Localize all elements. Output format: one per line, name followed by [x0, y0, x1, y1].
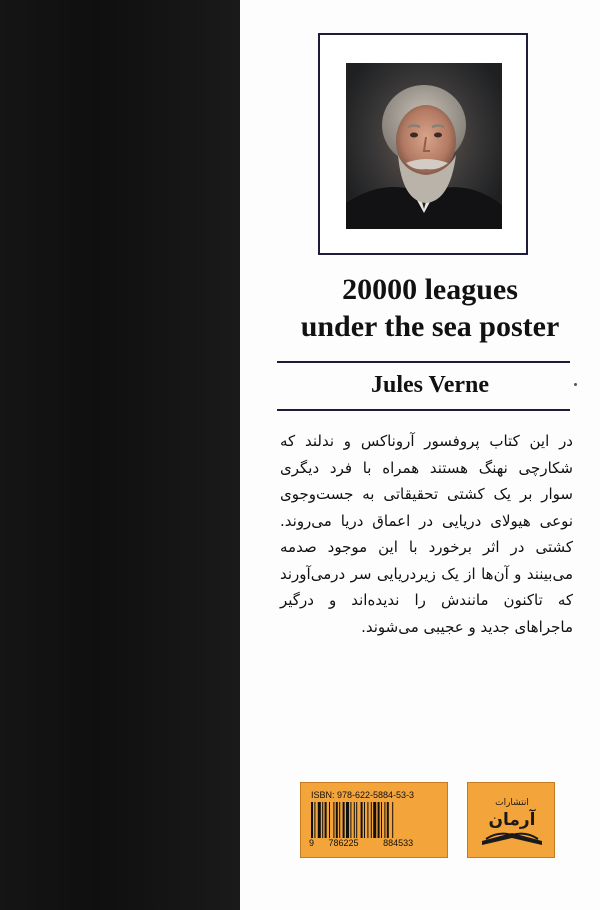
barcode-digits-last: 884533	[383, 838, 414, 848]
book-title-line-2: under the sea poster	[300, 310, 560, 343]
author-portrait-frame	[318, 33, 528, 255]
book-description: در این کتاب پروفسور آروناکس و ندلند که شکارچی نهنگ هستند همراه با فرد دیگری سوار بر یک کشتی تحقیقاتی به جست‌وجوی نوعی هیولای دریایی در اعماق دریا می‌روند. کشتی در اثر برخورد با این موجود صدمه می‌بینند و آن‌ها از یک زیردریایی سر درمی‌آورند که تاکنون مانندش را ندیده‌اند و درگیر ماجراهای جدید و عجیبی می‌شوند.	[280, 432, 573, 636]
divider-top	[277, 361, 570, 363]
book-title-line-1: 20000 leagues	[342, 273, 518, 306]
speck	[574, 383, 577, 386]
isbn-label	[300, 782, 448, 858]
barcode	[309, 802, 441, 838]
publisher-logo-top: انتشارات	[495, 798, 529, 808]
isbn-number: ISBN: 978-622-5884-53-3	[311, 790, 415, 800]
barcode-digits-mid: 786225	[328, 838, 359, 848]
publisher-logo-box	[467, 782, 555, 858]
author-name: Jules Verne	[370, 372, 489, 398]
publisher-logo-name: آرمان	[488, 810, 536, 830]
barcode-digit-first: 9	[309, 838, 315, 848]
book-spine	[0, 0, 240, 910]
author-portrait	[346, 63, 502, 229]
divider-bottom	[277, 409, 570, 411]
publisher-logo	[468, 783, 556, 859]
barcode-digits	[309, 838, 441, 848]
portrait-illustration	[346, 63, 502, 229]
